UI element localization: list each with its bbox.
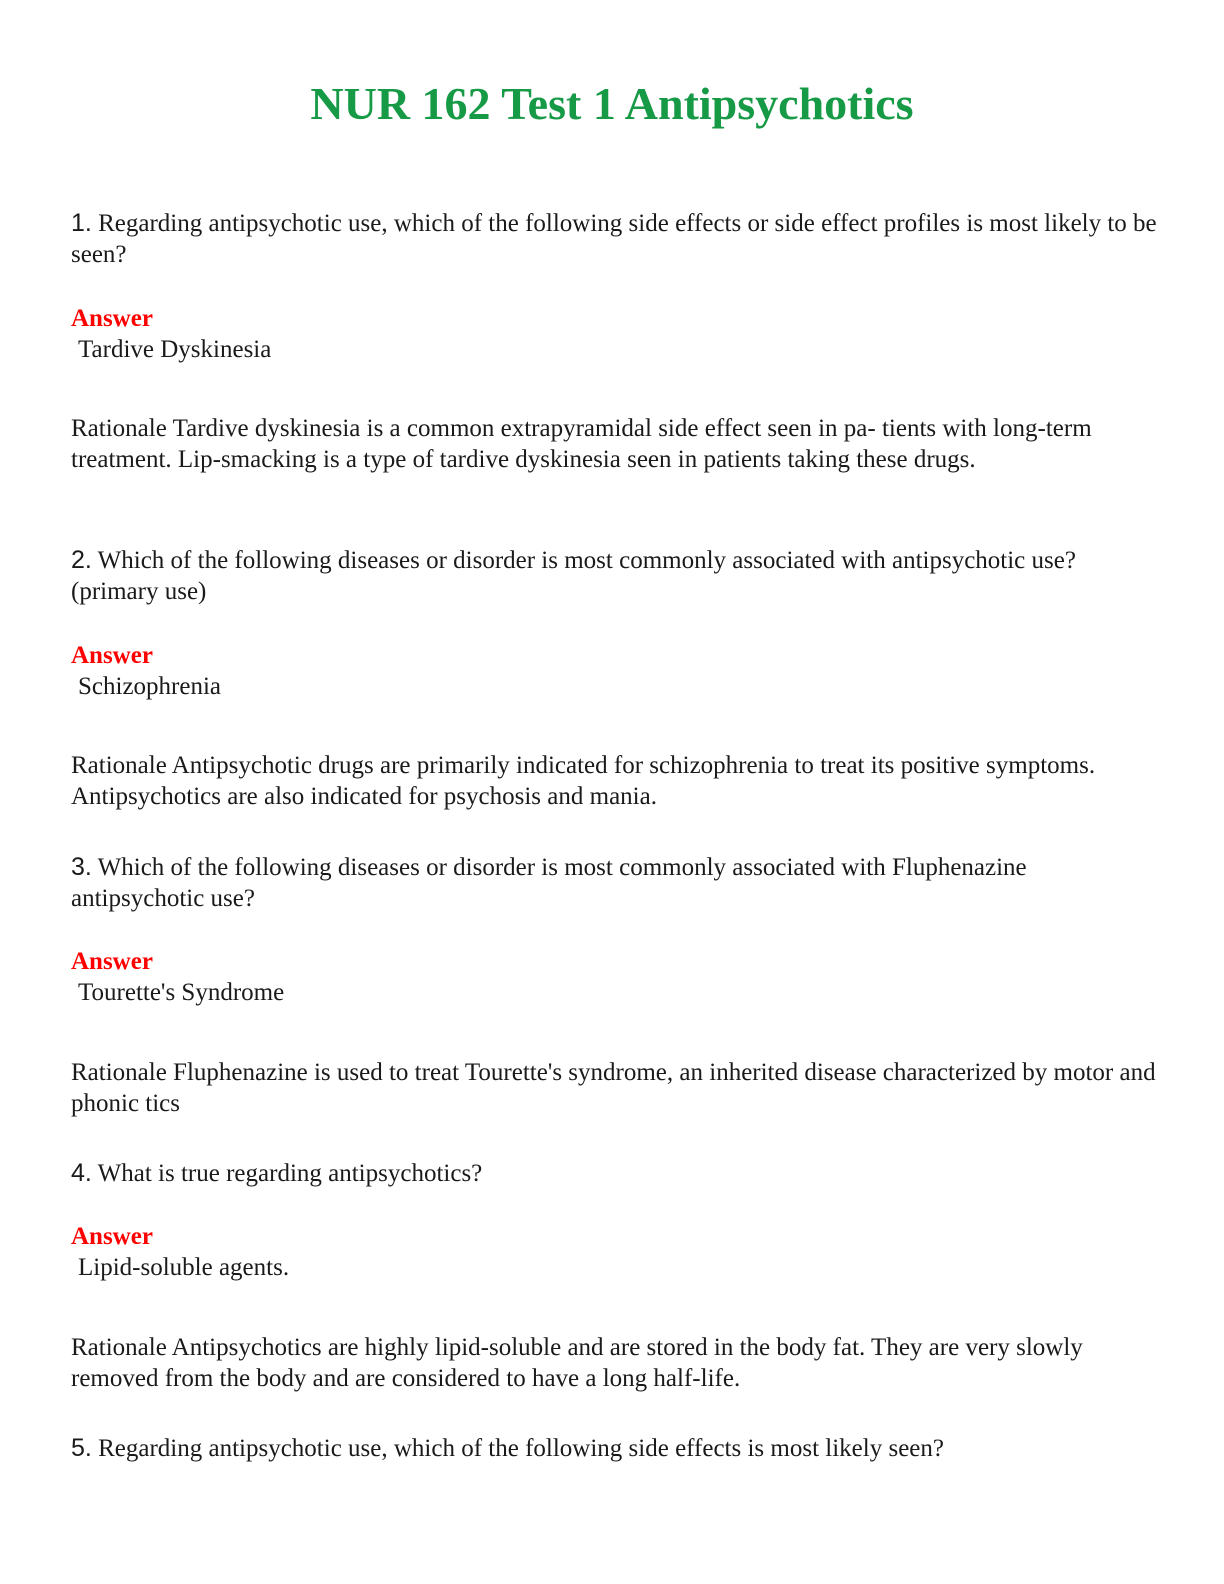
answer-label: Answer bbox=[71, 642, 153, 669]
question-text: Which of the following diseases or disorder is most commonly associated with Fluphenazine antipsychotic use? bbox=[71, 854, 1027, 912]
question-4 bbox=[71, 1158, 1161, 1189]
rationale-2: Rationale Antipsychotic drugs are primarily indicated for schizophrenia to treat its positive symptoms. Antipsychotics are also indicated for psychosis and mania. bbox=[71, 752, 1096, 810]
rationale-1: Rationale Tardive dyskinesia is a common extrapyramidal side effect seen in pa- tients with long-term treatment. Lip-smacking is a type of tardive dyskinesia seen in patients taking these drugs. bbox=[71, 415, 1092, 473]
answer-label: Answer bbox=[71, 948, 153, 975]
question-number: 3. bbox=[71, 853, 92, 881]
question-number: 4. bbox=[71, 1159, 92, 1187]
question-2 bbox=[71, 545, 1161, 607]
answer-3 bbox=[71, 946, 1161, 1008]
rationale-3: Rationale Fluphenazine is used to treat Tourette's syndrome, an inherited disease characterized by motor and phonic tics bbox=[71, 1059, 1156, 1117]
question-1 bbox=[71, 208, 1161, 270]
answer-text: Tardive Dyskinesia bbox=[78, 336, 272, 363]
question-text: Which of the following diseases or disorder is most commonly associated with antipsychotic use? (primary use) bbox=[71, 547, 1076, 605]
question-number: 1. bbox=[71, 209, 92, 237]
page-title: NUR 162 Test 1 Antipsychotics bbox=[310, 78, 914, 129]
answer-4 bbox=[71, 1221, 1161, 1283]
question-text: Regarding antipsychotic use, which of the following side effects is most likely seen? bbox=[98, 1435, 944, 1462]
answer-1 bbox=[71, 303, 1161, 365]
question-text: Regarding antipsychotic use, which of the following side effects or side effect profiles is most likely to be seen? bbox=[71, 210, 1157, 268]
question-number: 5. bbox=[71, 1434, 92, 1462]
answer-2 bbox=[71, 640, 1161, 702]
answer-text: Lipid-soluble agents. bbox=[78, 1254, 290, 1281]
answer-text: Tourette's Syndrome bbox=[78, 979, 285, 1006]
question-5 bbox=[71, 1433, 1161, 1464]
rationale-4: Rationale Antipsychotics are highly lipid-soluble and are stored in the body fat. They are very slowly removed from the body and are considered to have a long half-life. bbox=[71, 1334, 1083, 1392]
answer-label: Answer bbox=[71, 305, 153, 332]
question-number: 2. bbox=[71, 546, 92, 574]
question-3 bbox=[71, 852, 1161, 914]
answer-text: Schizophrenia bbox=[78, 673, 222, 700]
question-text: What is true regarding antipsychotics? bbox=[97, 1160, 483, 1187]
answer-label: Answer bbox=[71, 1223, 153, 1250]
